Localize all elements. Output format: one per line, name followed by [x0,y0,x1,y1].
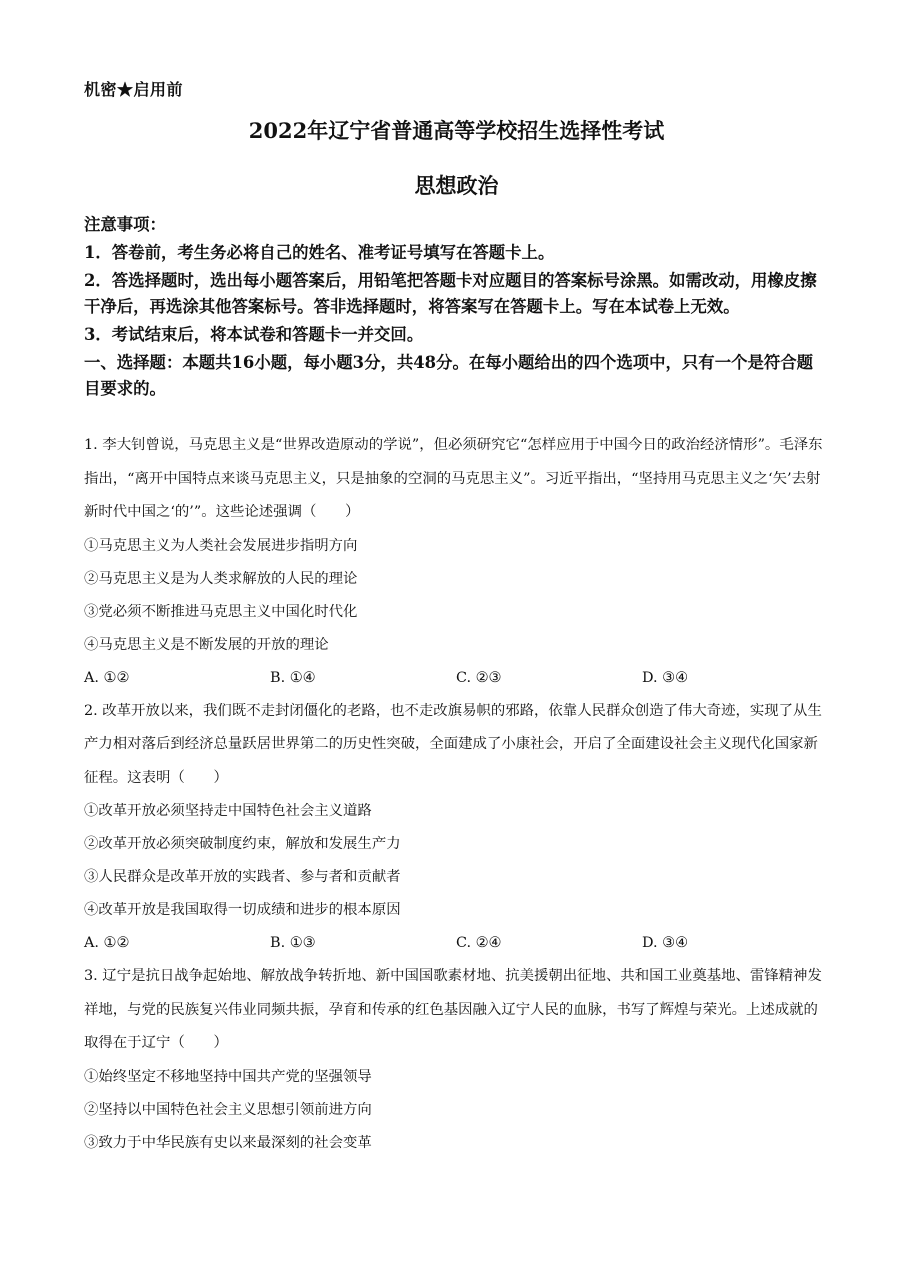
question-statement: ④改革开放是我国取得一切成绩和进步的根本原因 [84,902,401,918]
answer-choices [84,662,829,695]
question-statement: ①改革开放必须坚持走中国特色社会主义道路 [84,803,372,819]
question-stem: 1. 李大钊曾说，马克思主义是“世界改造原动的学说”，但必须研究它“怎样应用于中国今日的政治经济情形”。毛泽东指出，“离开中国特点来谈马克思主义，只是抽象的空洞的马克思主义”。习近平指出，“坚持用马克思主义之‘矢’去射新时代中国之‘的’”。这些论述强调（ ） [84,437,823,520]
notice-heading: 注意事项： [84,215,166,234]
questions-list [84,429,829,1160]
question-stem: 2. 改革开放以来，我们既不走封闭僵化的老路，也不走改旗易帜的邪路，依靠人民群众创造了伟大奇迹，实现了从生产力相对落后到经济总量跃居世界第二的历史性突破，全面建成了小康社会，开启了全面建设社会主义现代化国家新征程。这表明（ ） [84,702,822,786]
question-stem: 3. 辽宁是抗日战争起始地、解放战争转折地、新中国国歌素材地、抗美援朝出征地、共和国工业奠基地、雷锋精神发祥地，与党的民族复兴伟业同频共振，孕育和传承的红色基因融入辽宁人民的血脉，书写了辉煌与荣光。上述成就的取得在于辽宁（ ） [84,968,822,1051]
choice-c: C. ②③ [456,669,502,686]
question-statement: ③致力于中华民族有史以来最深刻的社会变革 [84,1134,372,1151]
choice-b: B. ①④ [270,669,316,686]
choice-c: C. ②④ [456,935,502,951]
choice-d: D. ③④ [642,935,688,951]
question-statement: ②坚持以中国特色社会主义思想引领前进方向 [84,1101,372,1118]
question-statement: ①马克思主义为人类社会发展进步指明方向 [84,537,358,554]
question-3 [84,960,829,1160]
choice-d: D. ③④ [642,669,688,686]
notice-item: 2．答选择题时，选出每小题答案后，用铅笔把答题卡对应题目的答案标号涂黑。如需改动，用橡皮擦干净后，再选涂其他答案标号。答非选择题时，将答案写在答题卡上。写在本试卷上无效。 [84,271,817,316]
question-statement: ①始终坚定不移地坚持中国共产党的坚强领导 [84,1068,372,1085]
question-1 [84,429,829,695]
question-statement: ②改革开放必须突破制度约束，解放和发展生产力 [84,836,401,852]
notice-item: 1．答卷前，考生务必将自己的姓名、准考证号填写在答题卡上。 [84,243,555,262]
question-statement: ②马克思主义是为人类求解放的人民的理论 [84,570,358,587]
subject-title: 思想政治 [414,173,499,198]
question-2 [84,695,829,961]
question-statement: ③人民群众是改革开放的实践者、参与者和贡献者 [84,869,401,885]
choice-a: A. ①② [84,935,130,951]
question-statement: ④马克思主义是不断发展的开放的理论 [84,636,329,653]
choice-b: B. ①③ [270,935,316,951]
notice-block [84,212,829,404]
notice-item: 3．考试结束后，将本试卷和答题卡一并交回。 [84,325,424,344]
secret-mark: 机密★启用前 [84,80,184,99]
question-statement: ③党必须不断推进马克思主义中国化时代化 [84,603,358,620]
section-heading: 一、选择题：本题共16小题，每小题3分，共48分。在每小题给出的四个选项中，只有一个是符合题目要求的。 [84,353,814,398]
exam-title: 2022年辽宁省普通高等学校招生选择性考试 [248,118,665,143]
choice-a: A. ①② [84,669,130,686]
answer-choices [84,927,829,960]
